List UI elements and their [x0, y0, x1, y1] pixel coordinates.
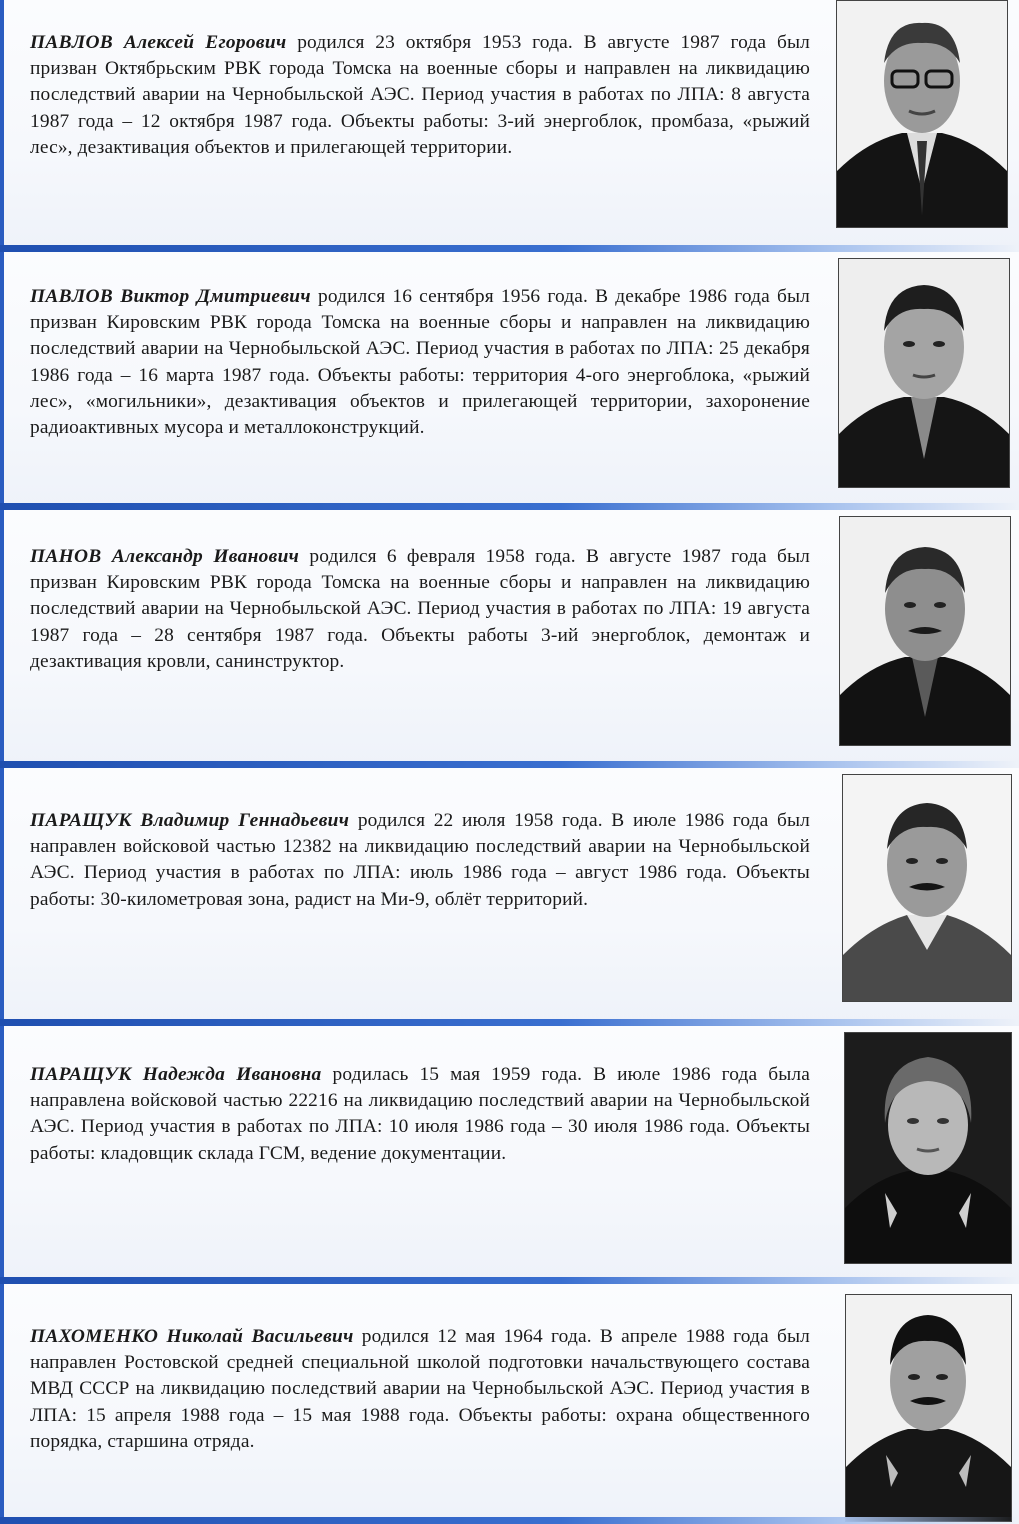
person-bio: родился 23 октября 1953 года. В августе 1987 года был призван Октябрьским РВК города Томска на военные сборы и направлен на ликвидацию последствий аварии на Чернобыльской АЭС. Период участия в работах по ЛПА: 8 августа 1987 года – 12 октября 1987 года. Объекты работы: 3-ий энергоблок, промбаза, «рыжий лес», дезактивация объектов и прилегающей территории. — [30, 32, 810, 158]
person-bio: родился 12 мая 1964 года. В апреле 1988 года был направлен Ростовской средней специальной школой подготовки начальствующего состава МВД СССР на ликвидацию последствий аварии на Чернобыльской АЭС. Период участия в ЛПА: 15 апреля 1988 года – 15 мая 1988 года. Объекты работы: охрана общественного порядка, старшина отряда. — [30, 1326, 811, 1452]
entry-1 — [0, 0, 1019, 252]
entry-text — [30, 1062, 810, 1167]
portrait-photo — [839, 516, 1011, 746]
entry-text — [30, 30, 810, 161]
entry-6 — [0, 1284, 1019, 1524]
person-name: ПАНОВ Александр Иванович — [30, 546, 300, 567]
person-bio: родился 6 февраля 1958 года. В августе 1987 года был призван Кировским РВК города Томска на военные сборы и направлен на ликвидацию последствий аварии на Чернобыльской АЭС. Период участия в работах по ЛПА: 19 августа 1987 года – 28 сентября 1987 года. Объекты работы 3-ий энергоблок, демонтаж и дезактивация кровли, санинструктор. — [30, 546, 810, 672]
entry-text — [30, 284, 810, 441]
portrait-photo — [838, 258, 1010, 488]
entry-3 — [0, 510, 1019, 768]
entry-text — [30, 808, 810, 913]
person-bio: родился 16 сентября 1956 года. В декабре 1986 года был призван Кировским РВК города Томска на военные сборы и направлен на ликвидацию последствий аварии на Чернобыльской АЭС. Период участия в работах по ЛПА: 25 декабря 1986 года – 16 марта 1987 года. Объекты работы: территория 4-ого энергоблока, «рыжий лес», «могильники», дезактивация объектов и прилегающей территории, захоронение радиоактивных мусора и металлоконструкций. — [30, 286, 811, 439]
person-name: ПАВЛОВ Виктор Дмитриевич — [30, 286, 311, 307]
entry-2 — [0, 252, 1019, 510]
portrait-photo — [844, 1032, 1012, 1264]
portrait-photo — [845, 1294, 1012, 1522]
entry-text — [30, 1324, 810, 1455]
entry-5 — [0, 1026, 1019, 1284]
person-name: ПАРАЩУК Надежда Ивановна — [30, 1064, 322, 1085]
person-name: ПАХОМЕНКО Николай Васильевич — [30, 1326, 354, 1347]
person-name: ПАРАЩУК Владимир Геннадьевич — [30, 810, 350, 831]
entry-text — [30, 544, 810, 675]
entry-4 — [0, 768, 1019, 1026]
portrait-photo — [842, 774, 1012, 1002]
portrait-photo — [836, 0, 1008, 228]
person-bio: родился 22 июля 1958 года. В июле 1986 года был направлен войсковой частью 12382 на ликвидацию последствий аварии на Чернобыльской АЭС. Период участия в работах по ЛПА: июль 1986 года – август 1986 года. Объекты работы: 30-километровая зона, радист на Ми-9, облёт территорий. — [30, 810, 811, 910]
person-name: ПАВЛОВ Алексей Егорович — [30, 32, 287, 53]
person-bio: родилась 15 мая 1959 года. В июле 1986 года была направлена войсковой частью 22216 на ликвидацию последствий аварии на Чернобыльской АЭС. Период участия в работах по ЛПА: 10 июля 1986 года – 30 июля 1986 года. Объекты работы: кладовщик склада ГСМ, ведение документации. — [30, 1064, 811, 1164]
